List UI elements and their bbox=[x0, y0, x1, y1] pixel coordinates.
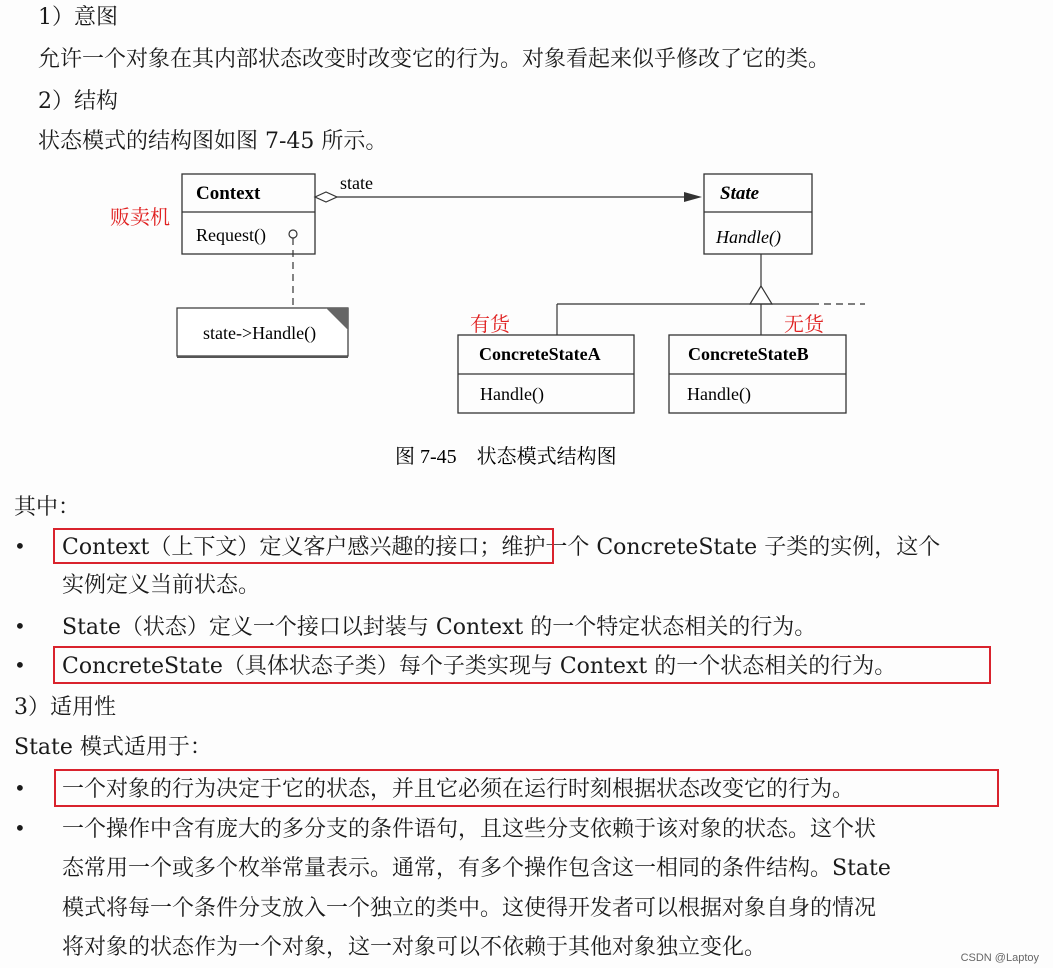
intent-heading: 1）意图 bbox=[38, 5, 118, 30]
concrete-state-b-box bbox=[669, 335, 846, 413]
applicability-item-2-line1: 一个操作中含有庞大的多分支的条件语句，且这些分支依赖于该对象的状态。这个状 bbox=[62, 817, 877, 842]
bullet-dot: • bbox=[14, 653, 26, 677]
participants-intro: 其中： bbox=[14, 495, 81, 520]
concrete-state-b-method: Handle() bbox=[687, 384, 751, 404]
participant-context-line2: 实例定义当前状态。 bbox=[62, 573, 261, 598]
concrete-state-a-name: ConcreteStateA bbox=[479, 344, 601, 364]
annotation-in-stock: 有货 bbox=[470, 312, 510, 336]
context-class-name: Context bbox=[196, 183, 261, 204]
participant-context-rest: 维护一个 ConcreteState 子类的实例，这个 bbox=[501, 535, 941, 560]
participant-concrete-state: ConcreteState（具体状态子类）每个子类实现与 Context 的一个状态相关的行为。 bbox=[62, 654, 897, 679]
state-pattern-diagram bbox=[0, 160, 1053, 475]
concrete-state-b-name: ConcreteStateB bbox=[688, 344, 809, 364]
state-class-name: State bbox=[720, 183, 760, 204]
applicability-item-2-line4: 将对象的状态作为一个对象，这一对象可以不依赖于其他对象独立变化。 bbox=[62, 935, 767, 960]
context-class-box bbox=[182, 174, 315, 254]
state-association bbox=[315, 173, 702, 202]
note-text: state->Handle() bbox=[203, 323, 317, 343]
applicability-item-1: 一个对象的行为决定于它的状态，并且它必须在运行时刻根据状态改变它的行为。 bbox=[62, 777, 855, 802]
structure-heading: 2）结构 bbox=[38, 89, 118, 114]
watermark: CSDN @Laptoy bbox=[960, 952, 1039, 964]
applicability-heading: 3）适用性 bbox=[14, 695, 116, 720]
bullet-dot: • bbox=[14, 534, 26, 558]
applicability-item-2-line2: 态常用一个或多个枚举常量表示。通常，有多个操作包含这一相同的条件结构。State bbox=[62, 856, 891, 881]
participant-context-boxed: Context（上下文）定义客户感兴趣的接口； bbox=[62, 535, 502, 560]
bullet-dot: • bbox=[14, 614, 26, 638]
applicability-intro: State 模式适用于： bbox=[14, 735, 212, 760]
participant-state: State（状态）定义一个接口以封装与 Context 的一个特定状态相关的行为。 bbox=[62, 615, 817, 640]
highlight-box-applicability bbox=[54, 769, 999, 807]
concrete-state-a-method: Handle() bbox=[480, 384, 544, 404]
intent-text: 允许一个对象在其内部状态改变时改变它的行为。对象看起来似乎修改了它的类。 bbox=[38, 47, 831, 72]
structure-text: 状态模式的结构图如图 7-45 所示。 bbox=[38, 129, 388, 154]
note-box bbox=[177, 308, 348, 357]
state-class-box bbox=[704, 174, 812, 254]
bullet-dot: • bbox=[14, 816, 26, 840]
state-method: Handle() bbox=[716, 227, 781, 247]
bullet-dot: • bbox=[14, 776, 26, 800]
applicability-item-2-line3: 模式将每一个条件分支放入一个独立的类中。这使得开发者可以根据对象自身的情况 bbox=[62, 896, 877, 921]
highlight-box-concrete-state bbox=[53, 646, 991, 684]
annotation-out-of-stock: 无货 bbox=[784, 312, 824, 336]
figure-caption: 图 7-45 状态模式结构图 bbox=[395, 446, 617, 468]
annotation-vending-machine: 贩卖机 bbox=[110, 205, 170, 229]
context-method: Request() bbox=[196, 225, 266, 245]
concrete-state-a-box bbox=[458, 335, 634, 413]
state-association-label: state bbox=[340, 173, 373, 193]
highlight-box-context bbox=[53, 528, 554, 564]
